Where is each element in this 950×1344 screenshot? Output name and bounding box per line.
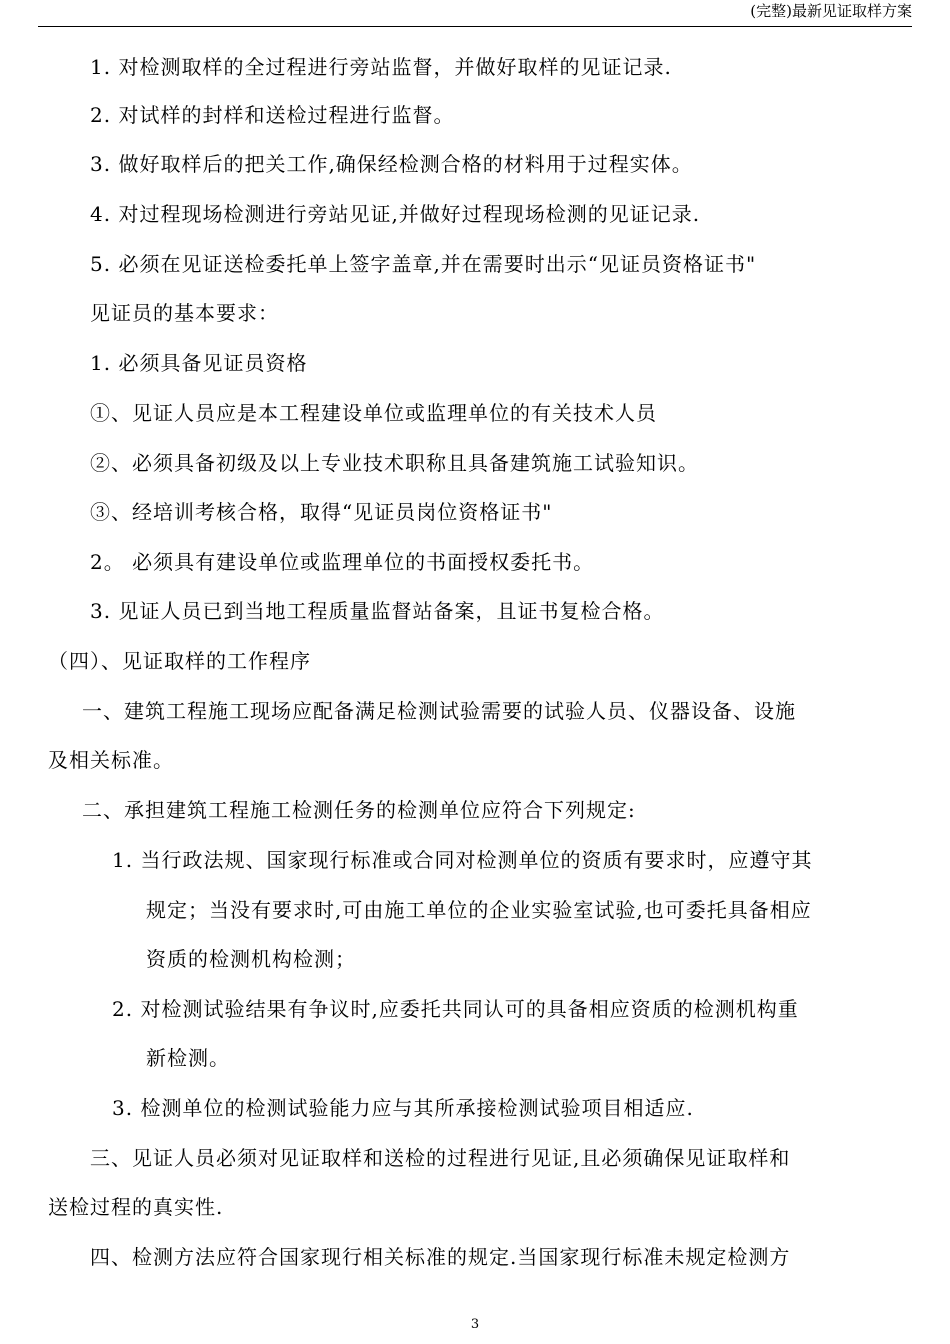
paragraph-line: ②、必须具备初级及以上专业技术职称且具备建筑施工试验知识。 (90, 451, 699, 475)
paragraph-line: 二、承担建筑工程施工检测任务的检测单位应符合下列规定: (82, 798, 636, 822)
paragraph-line: 及相关标准。 (48, 748, 174, 772)
paragraph-line: 2. 对检测试验结果有争议时,应委托共同认可的具备相应资质的检测机构重 (112, 997, 799, 1021)
page-number: 3 (470, 1317, 480, 1332)
paragraph-line: ③、经培训考核合格，取得“见证员岗位资格证书" (90, 500, 553, 524)
paragraph-line: 2. 对试样的封样和送检过程进行监督。 (90, 103, 455, 127)
paragraph-line: 规定；当没有要求时,可由施工单位的企业实验室试验,也可委托具备相应 (146, 898, 812, 922)
paragraph-line: 3. 检测单位的检测试验能力应与其所承接检测试验项目相适应. (112, 1096, 694, 1120)
paragraph-line: 1. 当行政法规、国家现行标准或合同对检测单位的资质有要求时，应遵守其 (112, 848, 813, 872)
paragraph-line: 送检过程的真实性. (48, 1195, 224, 1219)
paragraph-line: 资质的检测机构检测； (146, 947, 356, 971)
paragraph-line: 四、检测方法应符合国家现行相关标准的规定.当国家现行标准未规定检测方 (90, 1245, 791, 1269)
section-heading: 见证员的基本要求： (90, 301, 279, 325)
paragraph-line: 1. 对检测取样的全过程进行旁站监督，并做好取样的见证记录. (90, 55, 672, 79)
paragraph-line: 新检测。 (146, 1046, 230, 1070)
paragraph-line: 3. 见证人员已到当地工程质量监督站备案，且证书复检合格。 (90, 599, 665, 623)
paragraph-line: 5. 必须在见证送检委托单上签字盖章,并在需要时出示“见证员资格证书" (90, 252, 757, 276)
page-header: (完整)最新见证取样方案 (750, 2, 912, 20)
paragraph-line: ①、见证人员应是本工程建设单位或监理单位的有关技术人员 (90, 401, 657, 425)
paragraph-line: 2。 必须具有建设单位或监理单位的书面授权委托书。 (90, 550, 595, 574)
paragraph-line: 3. 做好取样后的把关工作,确保经检测合格的材料用于过程实体。 (90, 152, 693, 176)
paragraph-line: 一、建筑工程施工现场应配备满足检测试验需要的试验人员、仪器设备、设施 (82, 699, 796, 723)
header-divider (38, 26, 912, 27)
paragraph-line: 4. 对过程现场检测进行旁站见证,并做好过程现场检测的见证记录. (90, 202, 701, 226)
section-heading: （四）、见证取样的工作程序 (48, 649, 311, 673)
paragraph-line: 三、见证人员必须对见证取样和送检的过程进行见证,且必须确保见证取样和 (90, 1146, 791, 1170)
paragraph-line: 1. 必须具备见证员资格 (90, 351, 308, 375)
